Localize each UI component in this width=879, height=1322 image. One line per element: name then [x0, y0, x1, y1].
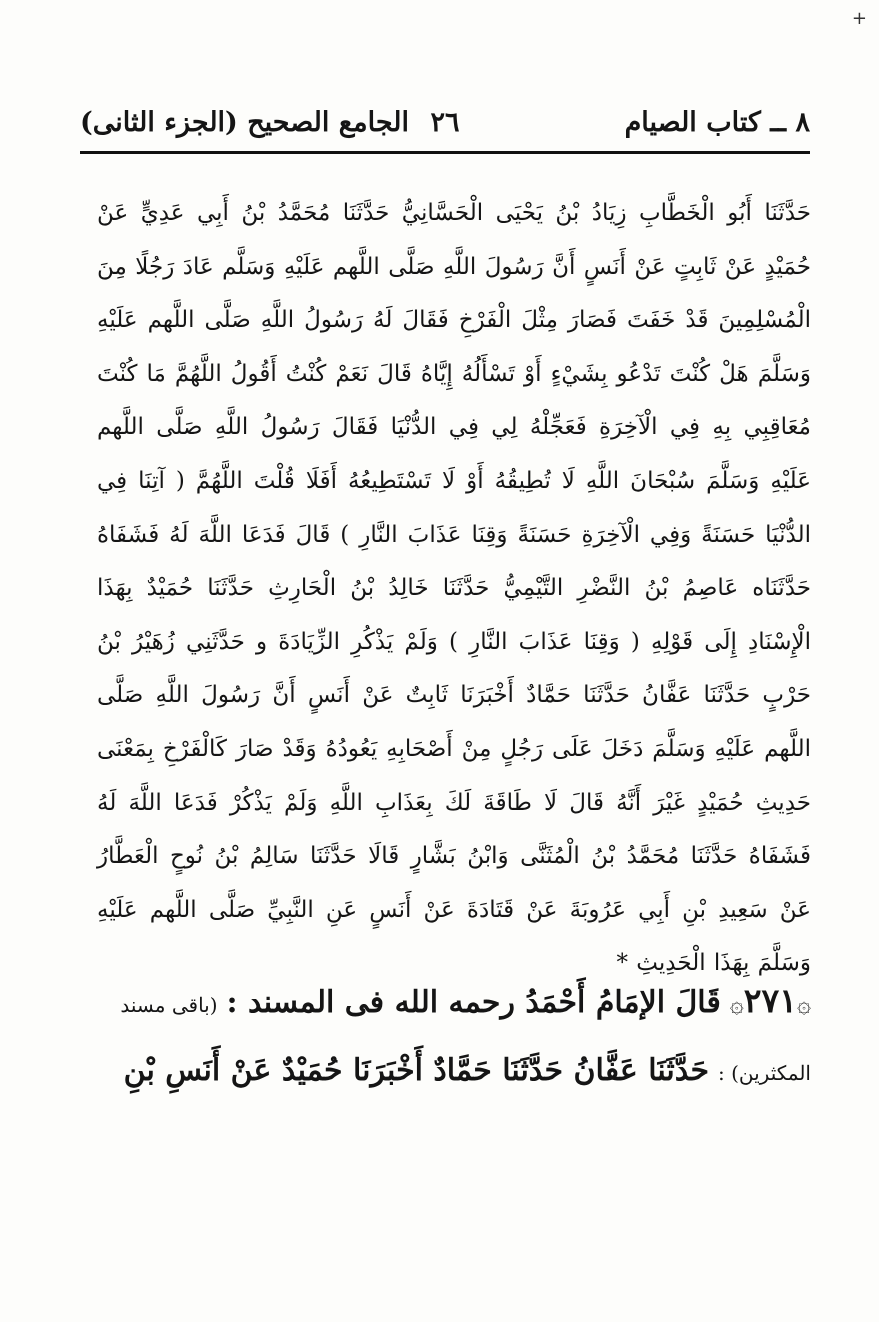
hadith-intro: قَالَ الإمَامُ أَحْمَدُ رحمه الله فى المسند : [226, 985, 721, 1020]
running-header [80, 98, 810, 154]
page-number: ٢٦ [430, 107, 460, 138]
source-note: (باقى مسند المكثرين) : [120, 993, 811, 1085]
chapter-title: ٨ ــ كتاب الصيام [624, 107, 810, 138]
hadith-body-text: حَدَّثَنَا أَبُو الْخَطَّابِ زِيَادُ بْنُ يَحْيَى الْحَسَّانِيُّ حَدَّثَنَا مُحَمَّدُ بْنُ أَبِي عَدِيٍّ عَنْ حُمَيْدٍ عَنْ ثَابِتٍ عَنْ أَنَسٍ أَنَّ رَسُولَ اللَّهِ صَلَّى اللَّهم عَلَيْهِ وَسَلَّم عَادَ رَجُلًا مِنَ الْمُسْلِمِينَ قَدْ خَفَتَ فَصَارَ مِثْلَ الْفَرْخِ فَقَالَ لَهُ رَسُولُ اللَّهِ صَلَّى اللَّهم عَلَيْهِ وَسَلَّمَ هَلْ كُنْتَ تَدْعُو بِشَيْءٍ أَوْ تَسْأَلُهُ إِيَّاهُ قَالَ نَعَمْ كُنْتُ أَقُولُ اللَّهُمَّ مَا كُنْتَ مُعَاقِبِي بِهِ فِي الْآخِرَةِ فَعَجِّلْهُ لِي فِي الدُّنْيَا فَقَالَ رَسُولُ اللَّهِ صَلَّى اللَّهم عَلَيْهِ وَسَلَّمَ سُبْحَانَ اللَّهِ لَا تُطِيقُهُ أَوْ لَا تَسْتَطِيعُهُ أَفَلَا قُلْتَ اللَّهُمَّ ( آتِنَا فِي الدُّنْيَا حَسَنَةً وَفِي الْآخِرَةِ حَسَنَةً وَقِنَا عَذَابَ النَّارِ ) قَالَ فَدَعَا اللَّهَ لَهُ فَشَفَاهُ حَدَّثَنَاه عَاصِمُ بْنُ النَّضْرِ التَّيْمِيُّ حَدَّثَنَا خَالِدُ بْنُ الْحَارِثِ حَدَّثَنَا حُمَيْدٌ بِهَذَا الْإِسْنَادِ إِلَى قَوْلِهِ ( وَقِنَا عَذَابَ النَّارِ ) وَلَمْ يَذْكُرِ الزِّيَادَةَ و حَدَّثَنِي زُهَيْرُ بْنُ حَرْبٍ حَدَّثَنَا عَفَّانُ حَدَّثَنَا حَمَّادٌ أَخْبَرَنَا ثَابِتٌ عَنْ أَنَسٍ أَنَّ رَسُولَ اللَّهِ صَلَّى اللَّهم عَلَيْهِ وَسَلَّمَ دَخَلَ عَلَى رَجُلٍ مِنْ أَصْحَابِهِ يَعُودُهُ وَقَدْ صَارَ كَالْفَرْخِ بِمَعْنَى حَدِيثِ حُمَيْدٍ غَيْرَ أَنَّهُ قَالَ لَا طَاقَةَ لَكَ بِعَذَابِ اللَّهِ وَلَمْ يَذْكُرْ فَدَعَا اللَّهَ لَهُ فَشَفَاهُ حَدَّثَنَا مُحَمَّدُ بْنُ الْمُثَنَّى وَابْنُ بَشَّارٍ قَالَا حَدَّثَنَا سَالِمُ بْنُ نُوحٍ الْعَطَّارُ عَنْ سَعِيدِ بْنِ أَبِي عَرُوبَةَ عَنْ قَتَادَةَ عَنْ أَنَسٍ عَنِ النَّبِيِّ صَلَّى اللَّهم عَلَيْهِ وَسَلَّمَ بِهَذَا الْحَدِيثِ * [97, 200, 811, 977]
corner-crop-mark: + [851, 8, 867, 29]
header-divider [80, 151, 810, 154]
ornament-open-icon: ۞ [796, 990, 811, 1018]
ornament-close-icon: ۞ [729, 990, 744, 1018]
book-title: الجامع الصحيح (الجزء الثانى) [80, 107, 409, 138]
hadith-271-block [97, 968, 811, 1106]
hadith-number: ٢٧١ [743, 981, 797, 1020]
hadith-text: حَدَّثَنَا عَفَّانُ حَدَّثَنَا حَمَّادٌ أَخْبَرَنَا حُمَيْدٌ عَنْ أَنَسِ بْنِ [123, 1053, 710, 1088]
